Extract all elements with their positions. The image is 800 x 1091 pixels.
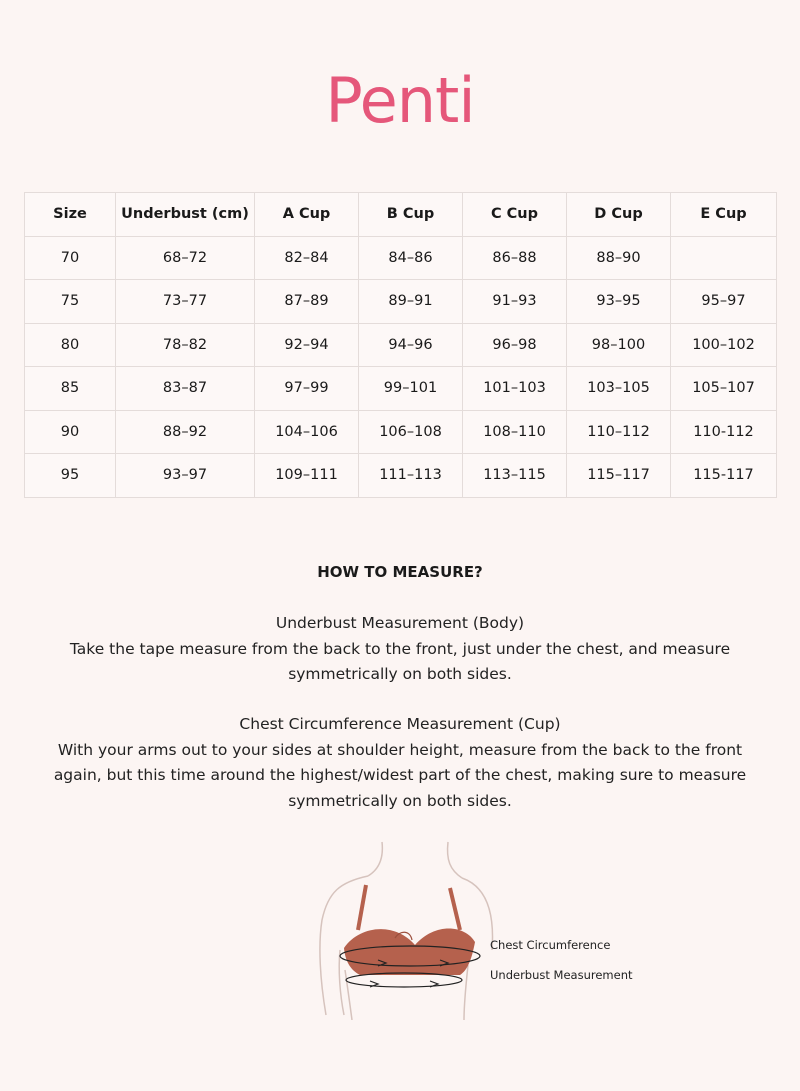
table-cell: 92–94 [255,323,359,367]
table-cell: 111–113 [359,454,463,498]
table-cell: 97–99 [255,367,359,411]
table-cell: 113–115 [463,454,567,498]
header-underbust: Underbust (cm) [116,193,255,237]
table-cell: 105–107 [671,367,777,411]
table-cell: 95–97 [671,280,777,324]
table-cell: 87–89 [255,280,359,324]
table-cell: 75 [25,280,116,324]
table-cell: 96–98 [463,323,567,367]
body-outline [320,842,493,1020]
table-row [25,367,777,411]
chest-instructions [40,712,760,814]
table-cell: 83–87 [116,367,255,411]
table-row [25,280,777,324]
header-size: Size [25,193,116,237]
table-cell: 109–111 [255,454,359,498]
chest-heading: Chest Circumference Measurement (Cup) [239,715,561,733]
table-cell: 93–95 [567,280,671,324]
table-cell: 80 [25,323,116,367]
underbust-measurement-label: Underbust Measurement [490,968,633,982]
table-cell: 88–92 [116,410,255,454]
table-cell: 73–77 [116,280,255,324]
brand-logo: Penti [325,64,475,137]
header-d-cup: D Cup [567,193,671,237]
table-cell: 84–86 [359,236,463,280]
table-cell: 70 [25,236,116,280]
how-to-measure-title: HOW TO MEASURE? [317,563,483,581]
table-cell: 101–103 [463,367,567,411]
header-c-cup: C Cup [463,193,567,237]
chest-text: With your arms out to your sides at shoulder height, measure from the back to the front again, but this time around the highest/widest part of the chest, making sure to measure symmetrically on both sides. [53,740,747,810]
measurement-illustration [300,830,660,1020]
table-cell: 89–91 [359,280,463,324]
header-b-cup: B Cup [359,193,463,237]
table-cell: 108–110 [463,410,567,454]
table-cell: 103–105 [567,367,671,411]
table-cell: 91–93 [463,280,567,324]
table-cell: 100–102 [671,323,777,367]
table-cell: 99–101 [359,367,463,411]
header-a-cup: A Cup [255,193,359,237]
table-cell: 115-117 [671,454,777,498]
table-cell: 110–112 [567,410,671,454]
table-row [25,323,777,367]
chest-circumference-label: Chest Circumference [490,938,611,952]
table-header-row [25,193,777,237]
table-cell: 86–88 [463,236,567,280]
table-cell: 88–90 [567,236,671,280]
table-cell: 110-112 [671,410,777,454]
table-cell: 115–117 [567,454,671,498]
table-cell: 94–96 [359,323,463,367]
table-cell: 106–108 [359,410,463,454]
bra-shape [344,885,475,975]
table-cell [671,236,777,280]
size-chart-table [24,192,777,498]
table-cell: 90 [25,410,116,454]
table-cell: 68–72 [116,236,255,280]
table-cell: 93–97 [116,454,255,498]
table-row [25,410,777,454]
table-row [25,236,777,280]
table-cell: 78–82 [116,323,255,367]
table-cell: 85 [25,367,116,411]
table-row [25,454,777,498]
table-cell: 104–106 [255,410,359,454]
underbust-measure-line [346,973,462,987]
underbust-heading: Underbust Measurement (Body) [275,614,525,632]
header-e-cup: E Cup [671,193,777,237]
underbust-text: Take the tape measure from the back to the front, just under the chest, and measure symmetrically on both sides. [69,639,731,683]
table-cell: 98–100 [567,323,671,367]
underbust-instructions [40,611,760,688]
table-cell: 95 [25,454,116,498]
table-cell: 82–84 [255,236,359,280]
